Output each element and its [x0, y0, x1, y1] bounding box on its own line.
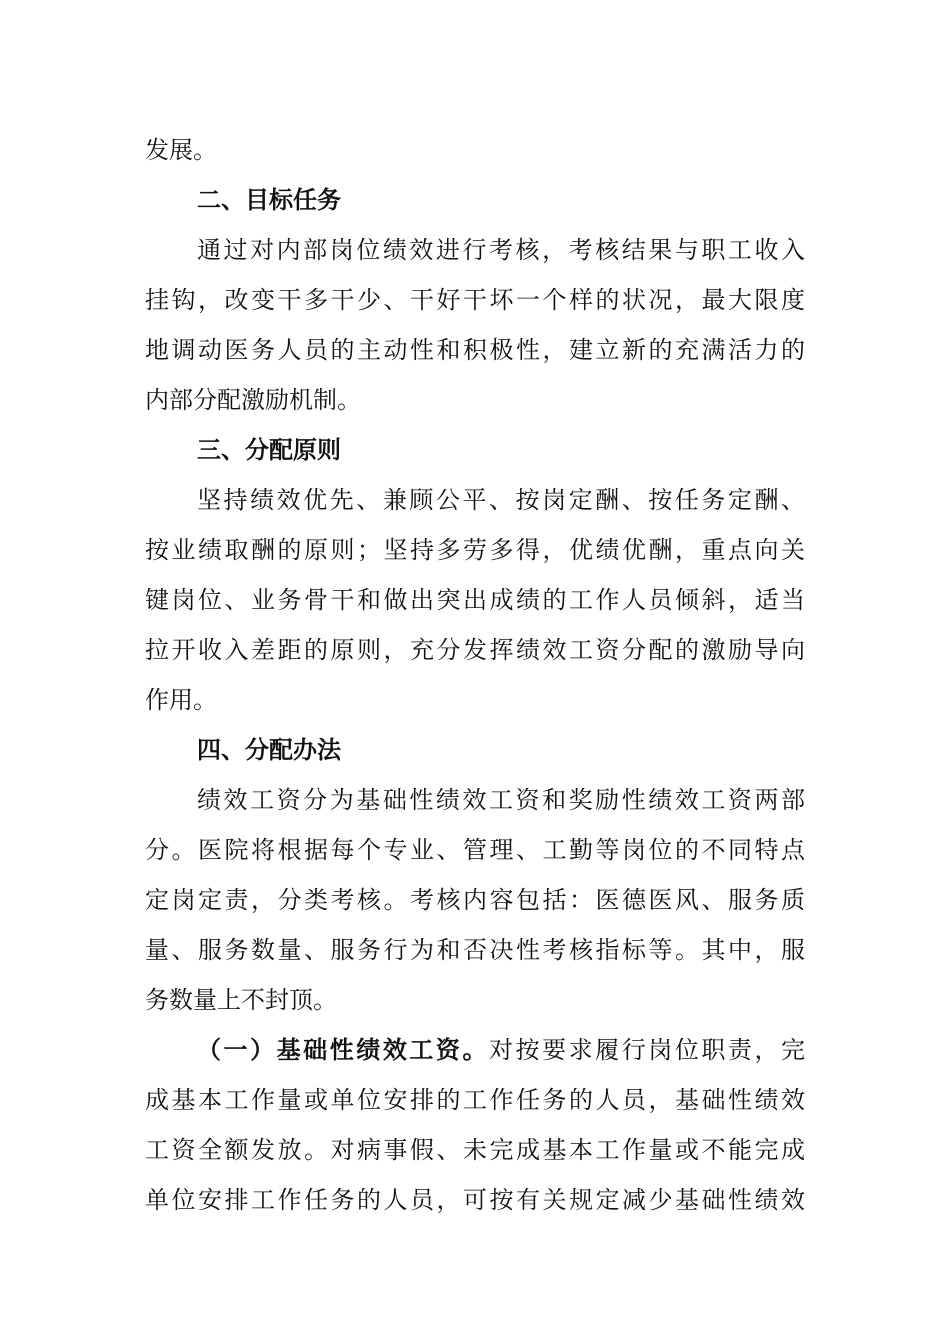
paragraph-line: 拉开收入差距的原则，充分发挥绩效工资分配的激励导向	[145, 636, 805, 664]
paragraph-line: 分。医院将根据每个专业、管理、工勤等岗位的不同特点	[145, 836, 805, 864]
subsection-heading-basic-pay: （一）基础性绩效工资。	[197, 1036, 489, 1064]
paragraph-line: 务数量上不封顶。	[145, 986, 337, 1014]
paragraph-line: 绩效工资分为基础性绩效工资和奖励性绩效工资两部	[197, 786, 805, 814]
paragraph-line: 单位安排工作任务的人员，可按有关规定减少基础性绩效	[145, 1186, 805, 1214]
subsection-first-line	[145, 1025, 805, 1075]
paragraph-line: 坚持绩效优先、兼顾公平、按岗定酬、按任务定酬、	[197, 486, 805, 514]
section-heading-goals: 二、目标任务	[197, 186, 341, 214]
section-heading-principles: 三、分配原则	[197, 436, 341, 464]
paragraph-line: 量、服务数量、服务行为和否决性考核指标等。其中，服	[145, 936, 805, 964]
paragraph-line: 按业绩取酬的原则；坚持多劳多得，优绩优酬，重点向关	[145, 536, 805, 564]
document-page	[145, 125, 805, 1225]
paragraph-line: 挂钩，改变干多干少、干好干坏一个样的状况，最大限度	[145, 286, 805, 314]
subsection-text: 对按要求履行岗位职责，完	[489, 1036, 805, 1064]
paragraph-line: 地调动医务人员的主动性和积极性，建立新的充满活力的	[145, 336, 805, 364]
paragraph-line: 工资全额发放。对病事假、未完成基本工作量或不能完成	[145, 1136, 805, 1164]
intro-tail-line: 发展。	[145, 136, 217, 164]
paragraph-line: 定岗定责，分类考核。考核内容包括：医德医风、服务质	[145, 886, 805, 914]
paragraph-line: 键岗位、业务骨干和做出突出成绩的工作人员倾斜，适当	[145, 586, 805, 614]
paragraph-line: 内部分配激励机制。	[145, 386, 361, 414]
paragraph-line: 成基本工作量或单位安排的工作任务的人员，基础性绩效	[145, 1086, 805, 1114]
section-heading-methods: 四、分配办法	[197, 736, 341, 764]
paragraph-line: 通过对内部岗位绩效进行考核，考核结果与职工收入	[197, 236, 805, 264]
paragraph-line: 作用。	[145, 686, 217, 714]
